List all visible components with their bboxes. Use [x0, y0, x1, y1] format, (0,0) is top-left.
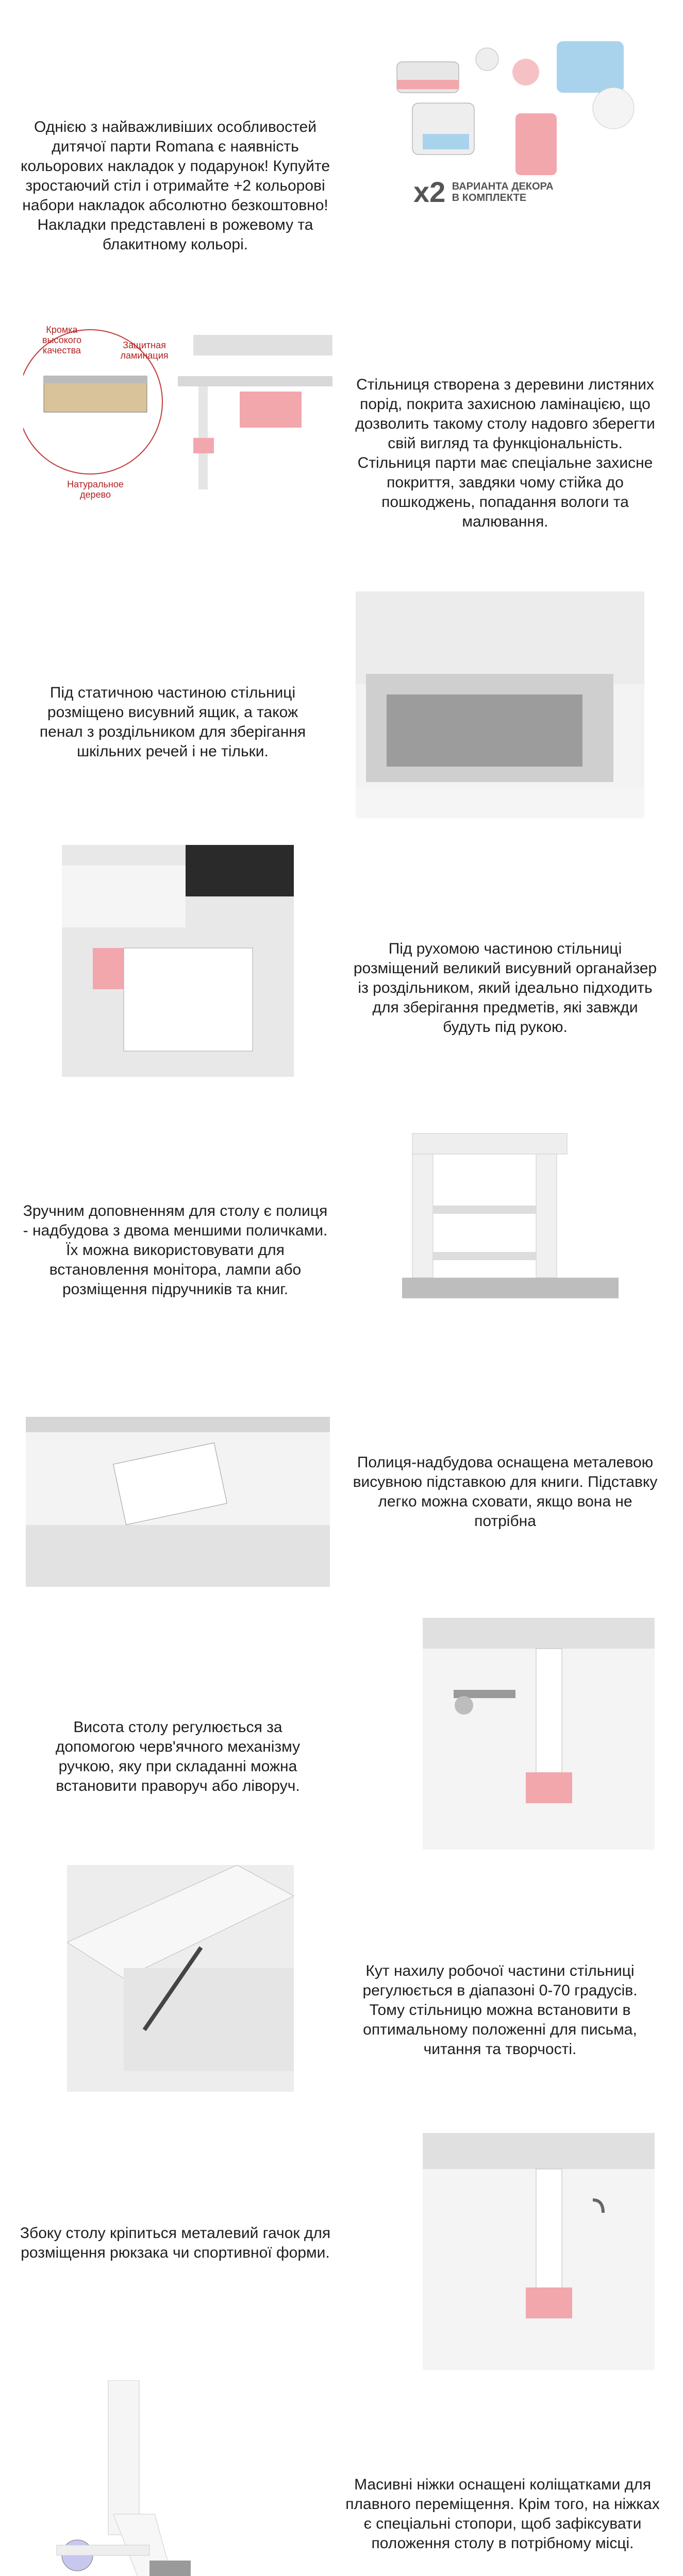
section-tilt: [0, 1865, 683, 2133]
section-height-adjust: [0, 1618, 683, 1875]
section-text: Полиця-надбудова оснащена металевою висувною підставкою для книги. Підставку легко можна сховати, якщо вона не потрібна: [353, 1454, 658, 1530]
section-text: Збоку столу кріпиться металевий гачок для розміщення рюкзака чи спортивної форми.: [20, 2225, 331, 2261]
section-text: Однією з найважливіших особливостей дитячої парти Romana є наявність кольорових накладок у подарунок! Купуйте зростаючий стіл і отримайте +2 кольорові набори накладок абсолютно безкоштовно! Накладки представлені в рожевому та блакитному кольорі.: [21, 118, 330, 253]
product-photo: [402, 1108, 619, 1329]
label-lamination: Защитная ламинация: [120, 340, 169, 361]
section-tabletop: [0, 289, 683, 598]
section-text: Кут нахилу робочої частини стільниці регулюється в діапазоні 0-70 градусів. Тому стільницю можна встановити в оптимальному положенні для письма, читання та творчості.: [362, 1962, 638, 2058]
product-photo: [376, 31, 655, 252]
product-photo: [423, 1618, 655, 1850]
section-wheels: [0, 2380, 683, 2576]
section-text: Висота столу регулюється за допомогою черв'ячного механізму ручкою, яку при складанні можна встановити праворуч або ліворуч.: [55, 1719, 301, 1794]
product-photo: [23, 309, 343, 526]
section-book-stand: [0, 1360, 683, 1638]
decor-badge: x2 ВАРИАНТА ДЕКОРА В КОМПЛЕКТЕ: [413, 176, 554, 208]
section-organizer: [0, 845, 683, 1113]
section-text: Під рухомою частиною стільниці розміщений великий висувний органайзер із роздільником, який ідеально підходить для зберігання предметів, які завжди будуть під рукою.: [353, 940, 657, 1036]
section-shelf: [0, 1108, 683, 1386]
label-edge: Кромка высокого качества: [42, 325, 81, 355]
section-drawer: [0, 587, 683, 855]
product-photo: [26, 2380, 330, 2576]
section-text: Під статичною частиною стільниці розміщено висувний ящик, а також пенал з роздільником для зберігання шкільних речей і не тільки.: [39, 684, 306, 760]
product-photo: [356, 591, 644, 818]
label-wood: Натуральное дерево: [67, 479, 124, 500]
product-photo: [67, 1865, 294, 2092]
section-decor-sets: [0, 0, 683, 268]
product-photo: [423, 2133, 655, 2370]
product-photo: [62, 845, 294, 1077]
product-photo: [26, 1360, 330, 1587]
section-text: Стільниця створена з деревини листяних порід, покрита захисною ламінацією, що дозволить такому столу надовго зберегти свій вигляд та функціональність. Стільниця парти має спеціальне захисне покриття, завдяки чому стійка до пошкоджень, попадання вологи та малювання.: [355, 376, 655, 530]
section-text: Масивні ніжки оснащені коліщатками для плавного переміщення. Крім того, на ніжках є спеціальні стопори, щоб зафіксувати положення столу в потрібному місці.: [345, 2476, 660, 2552]
section-text: Зручним доповненням для столу є полиця - надбудова з двома меншими поличками. Їх можна використовувати для встановлення монітора, лампи або розміщення підручників та книг.: [23, 1202, 328, 1298]
section-hook: [0, 2128, 683, 2385]
